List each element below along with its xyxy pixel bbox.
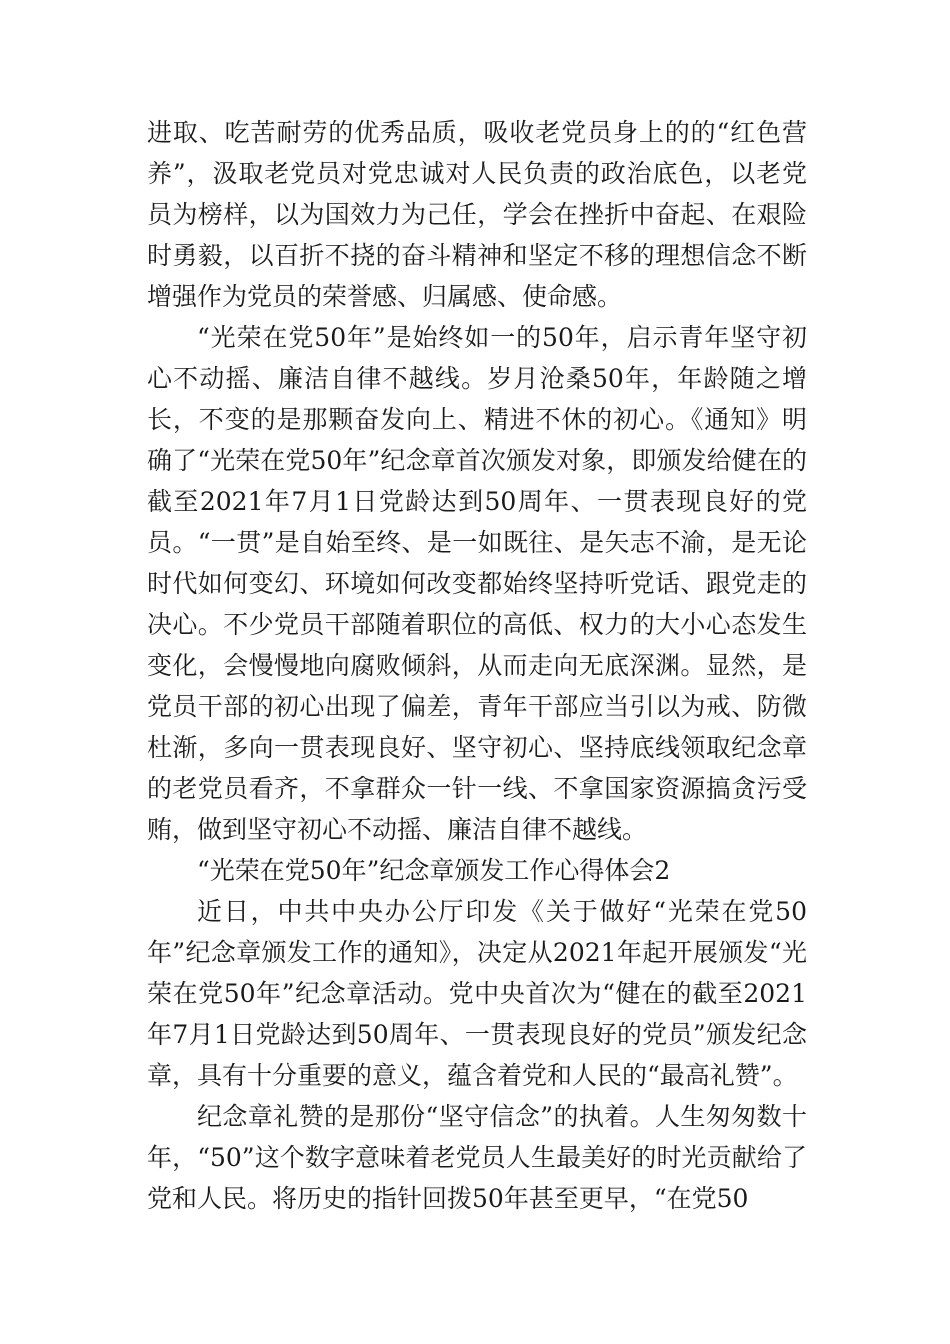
paragraph-continuation: 进取、吃苦耐劳的优秀品质，吸收老党员身上的的“红色营养”，汲取老党员对党忠诚对人民负责的政治底色，以老党员为榜样，以为国效力为己任，学会在挫折中奋起、在艰险时勇毅，以百折不挠的奋斗精神和坚定不移的理想信念不断增强作为党员的荣誉感、归属感、使命感。 (147, 118, 807, 311)
document-body (147, 112, 807, 1219)
section-heading: “光荣在党50年”纪念章颁发工作心得体会2 (197, 856, 671, 885)
paragraph-commemorative-medal: 纪念章礼赞的是那份“坚守信念”的执着。人生匆匆数十年，“50”这个数字意味着老党员人生最美好的时光贡献给了党和人民。将历史的指针回拨50年甚至更早，“在党50 (147, 1102, 807, 1213)
paragraph-notice: 近日，中共中央办公厅印发《关于做好“光荣在党50年”纪念章颁发工作的通知》，决定从2021年起开展颁发“光荣在党50年”纪念章活动。党中央首次为“健在的截至2021年7月1日党龄达到50周年、一贯表现良好的党员”颁发纪念章，具有十分重要的意义，蕴含着党和人民的“最高礼赞”。 (147, 897, 807, 1090)
paragraph-glory-50-years: “光荣在党50年”是始终如一的50年，启示青年坚守初心不动摇、廉洁自律不越线。岁月沧桑50年，年龄随之增长，不变的是那颗奋发向上、精进不休的初心。《通知》明确了“光荣在党50年”纪念章首次颁发对象，即颁发给健在的截至2021年7月1日党龄达到50周年、一贯表现良好的党员。“一贯”是自始至终、是一如既往、是矢志不渝，是无论时代如何变幻、环境如何改变都始终坚持听党话、跟党走的决心。不少党员干部随着职位的高低、权力的大小心态发生变化，会慢慢地向腐败倾斜，从而走向无底深渊。显然，是党员干部的初心出现了偏差，青年干部应当引以为戒、防微杜渐，多向一贯表现良好、坚守初心、坚持底线领取纪念章的老党员看齐，不拿群众一针一线、不拿国家资源搞贪污受贿，做到坚守初心不动摇、廉洁自律不越线。 (147, 323, 807, 844)
